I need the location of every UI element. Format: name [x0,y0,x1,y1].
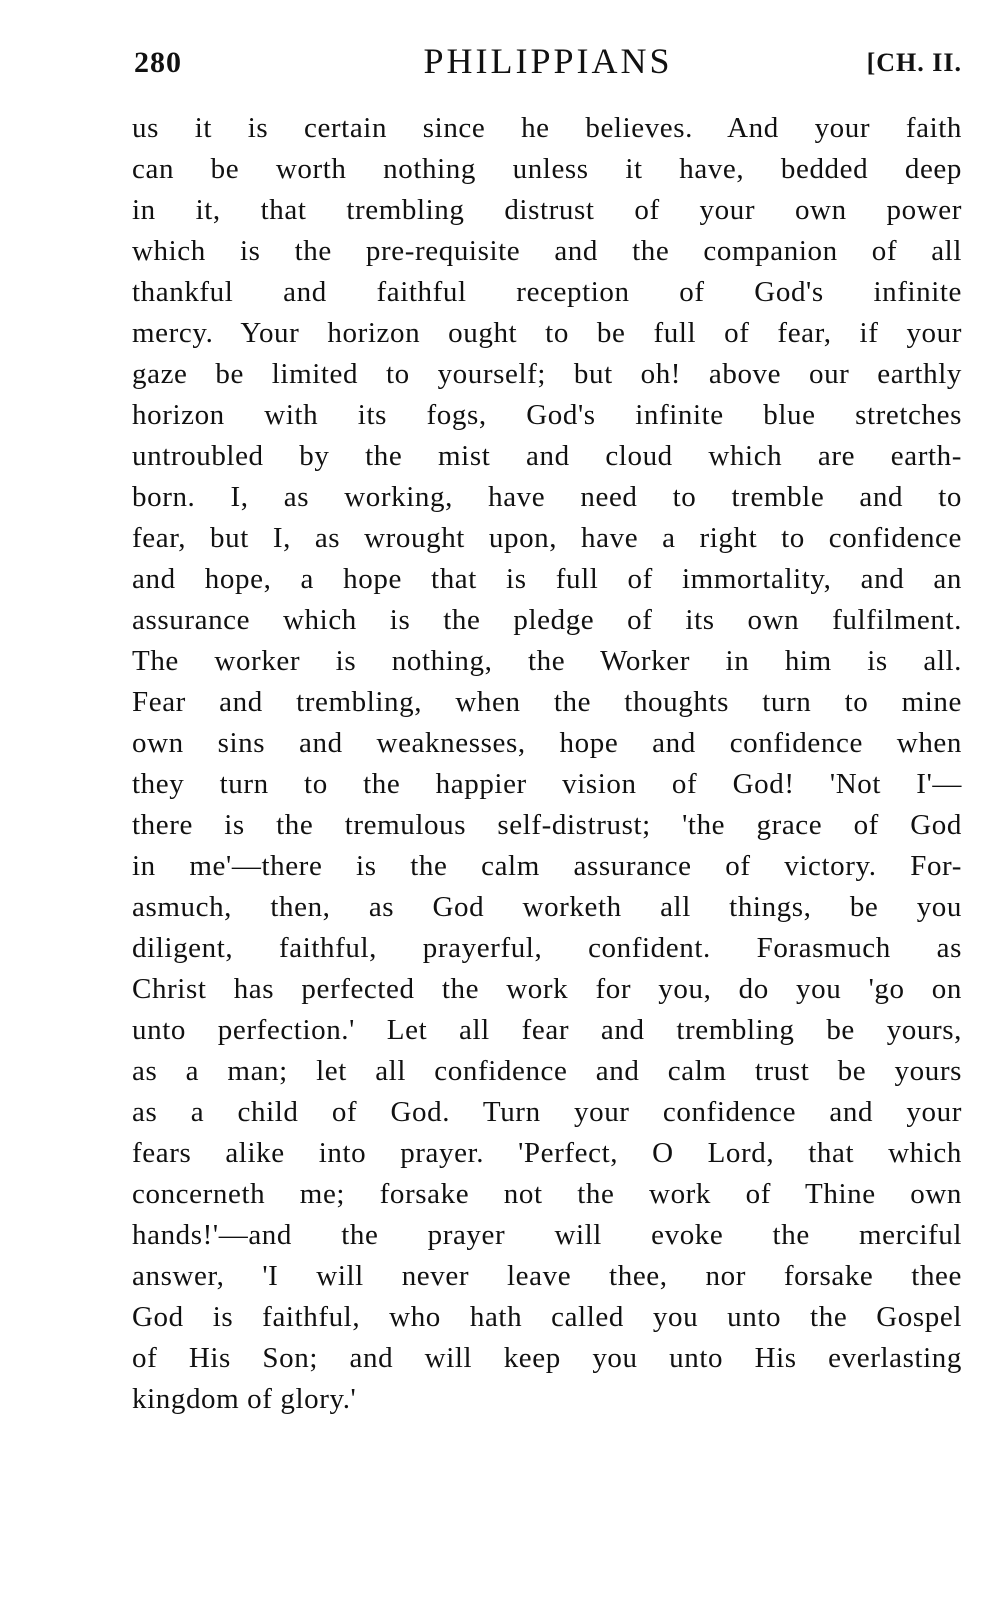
text-line: diligent, faithful, prayerful, confident. Forasmuch as [132,932,962,964]
text-line: Fear and trembling, when the thoughts turn to mine [132,686,962,718]
text-line: of His Son; and will keep you unto His everlasting [132,1342,962,1374]
text-line: there is the tremulous self-distrust; 'the grace of God [132,809,962,841]
text-line: mercy. Your horizon ought to be full of fear, if your [132,317,962,349]
text-line: hands!'—and the prayer will evoke the merciful [132,1219,962,1251]
text-line: born. I, as working, have need to tremble and to [132,481,962,513]
text-line: fears alike into prayer. 'Perfect, O Lord, that which [132,1137,962,1169]
chapter-reference: [CH. II. [866,48,962,77]
text-line: God is faithful, who hath called you unto the Gospel [132,1301,962,1333]
text-line: thankful and faithful reception of God's infinite [132,276,962,308]
text-line: in it, that trembling distrust of your own power [132,194,962,226]
text-line: in me'—there is the calm assurance of victory. For- [132,850,962,882]
text-line: Christ has perfected the work for you, do you 'go on [132,973,962,1005]
text-line: concerneth me; forsake not the work of Thine own [132,1178,962,1210]
text-line: The worker is nothing, the Worker in him is all. [132,645,962,677]
text-line: and hope, a hope that is full of immortality, and an [132,563,962,595]
text-line: can be worth nothing unless it have, bedded deep [132,153,962,185]
text-line: answer, 'I will never leave thee, nor forsake thee [132,1260,962,1292]
text-line: they turn to the happier vision of God! 'Not I'— [132,768,962,800]
body-text [132,108,962,1420]
text-line: fear, but I, as wrought upon, have a right to confidence [132,522,962,554]
text-line: as a man; let all confidence and calm trust be yours [132,1055,962,1087]
running-title: PHILIPPIANS [423,41,673,81]
page-number: 280 [134,46,182,79]
text-line: kingdom of glory.' [132,1383,357,1415]
text-line: own sins and weaknesses, hope and confidence when [132,727,962,759]
text-line: unto perfection.' Let all fear and trembling be yours, [132,1014,962,1046]
text-line: which is the pre-requisite and the companion of all [132,235,962,267]
text-line: gaze be limited to yourself; but oh! above our earthly [132,358,962,390]
text-line: horizon with its fogs, God's infinite blue stretches [132,399,962,431]
page-header [134,40,962,88]
text-line: untroubled by the mist and cloud which are earth- [132,440,962,472]
text-line: asmuch, then, as God worketh all things, be you [132,891,962,923]
text-line: assurance which is the pledge of its own fulfilment. [132,604,962,636]
text-line: as a child of God. Turn your confidence and your [132,1096,962,1128]
text-line: us it is certain since he believes. And your faith [132,112,962,144]
